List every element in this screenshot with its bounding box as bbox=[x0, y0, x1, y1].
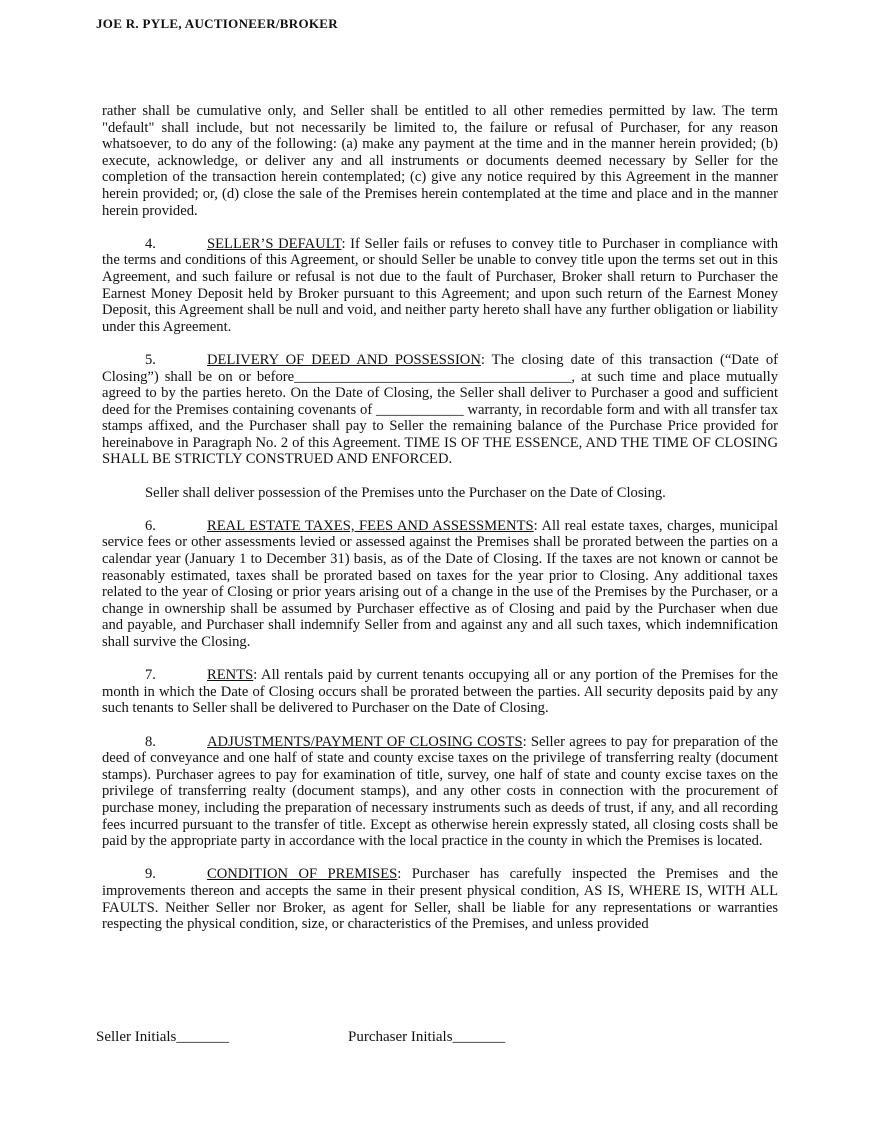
paragraph-possession bbox=[102, 485, 778, 502]
paragraph-number: 5. bbox=[145, 351, 156, 368]
paragraph-text: : All real estate taxes, charges, municipal service fees or other assessments levied or assessed against the Premises shall be prorated between the parties on a calendar year (January 1 to December 31) basis, as of the Date of Closing. If the taxes are not known or cannot be reasonably estimated, taxes shall be prorated based on taxes for the year prior to Closing. Any additional taxes related to the year of Closing or prior years arising out of a change in the use of the Premises by the Purchaser, or a change in ownership shall be assumed by Purchaser effective as of Closing and paid by the Purchaser when due and payable, and Purchaser shall indemnify Seller from and against any and all such taxes, which indemnification shall survive the Closing. bbox=[102, 517, 779, 650]
document-body bbox=[102, 103, 778, 949]
section-heading: CONDITION OF PREMISES bbox=[207, 866, 398, 883]
section-heading: DELIVERY OF DEED AND POSSESSION bbox=[207, 351, 481, 368]
paragraph-9-condition-of-premises bbox=[102, 866, 778, 932]
seller-initials-blank: _______ bbox=[176, 1029, 229, 1045]
paragraph-number: 4. bbox=[145, 235, 156, 252]
paragraph-number: 8. bbox=[145, 733, 156, 750]
paragraph-text: : If Seller fails or refuses to convey title to Purchaser in compliance with the terms and conditions of this Agreement, or should Seller be unable to convey title upon the terms set out in this Agreement, and such failure or refusal is not due to the fault of Purchaser, Broker shall return to Purchaser the Earnest Money Deposit held by Broker pursuant to this Agreement; and upon such return of the Earnest Money Deposit, this Agreement shall be null and void, and neither party hereto shall have any further obligation or liability under this Agreement. bbox=[102, 235, 778, 335]
paragraph-4-sellers-default bbox=[102, 236, 778, 336]
paragraph-text: Seller shall deliver possession of the Premises unto the Purchaser on the Date of Closing. bbox=[145, 484, 666, 501]
paragraph-7-rents bbox=[102, 667, 778, 717]
paragraph-number: 7. bbox=[145, 667, 156, 684]
paragraph-6-real-estate-taxes bbox=[102, 518, 778, 651]
paragraph-text: : All rentals paid by current tenants occupying all or any portion of the Premises for the month in which the Date of Closing occurs shall be prorated between the parties. All security deposits paid by any such tenants to Seller shall be delivered to Purchaser on the Date of Closing. bbox=[102, 667, 778, 717]
paragraph-text: : Purchaser has carefully inspected the Premises and the improvements thereon and accepts the same in their present physical condition, AS IS, WHERE IS, WITH ALL FAULTS. Neither Seller nor Broker, as agent for Seller, shall be liable for any representations or warranties respecting the physical condition, size, or characteristics of the Premises, and unless provided bbox=[102, 866, 778, 933]
paragraph-number: 9. bbox=[145, 866, 156, 883]
section-heading: RENTS bbox=[207, 667, 254, 684]
paragraph-5-delivery-of-deed bbox=[102, 352, 778, 468]
paragraph-number: 6. bbox=[145, 517, 156, 534]
seller-initials bbox=[96, 1029, 229, 1046]
purchaser-initials bbox=[348, 1029, 505, 1046]
paragraph-text: rather shall be cumulative only, and Seller shall be entitled to all other remedies permitted by law. The term "default" shall include, but not necessarily be limited to, the failure or refusal of Purchaser, for any reason whatsoever, to do any of the following: (a) make any payment at the time and in the manner herein provided; (b) execute, acknowledge, or deliver any and all instruments or documents deemed necessary by Seller for the completion of the transaction herein contemplated; (c) give any notice required by this Agreement in the manner herein provided; or, (d) close the sale of the Premises herein contemplated at the time and place and in the manner herein provided. bbox=[102, 103, 778, 219]
section-heading: SELLER’S DEFAULT bbox=[207, 235, 342, 252]
paragraph-text: : The closing date of this transaction (“Date of Closing”) shall be on or before______________________________________, at such time and place mutually agreed to by the parties hereto. On the Date of Closing, the Seller shall deliver to Purchaser a good and sufficient deed for the Premises containing covenants of ____________ warranty, in recordable form and with all transfer tax stamps affixed, and the Purchaser shall pay to Seller the remaining balance of the Purchase Price provided for hereinabove in Paragraph No. 2 of this Agreement. TIME IS OF THE ESSENCE, AND THE TIME OF CLOSING SHALL BE STRICTLY CONSTRUED AND ENFORCED. bbox=[102, 351, 778, 468]
section-heading: REAL ESTATE TAXES, FEES AND ASSESSMENTS bbox=[207, 517, 534, 534]
broker-header-title: JOE R. PYLE, AUCTIONEER/BROKER bbox=[96, 16, 338, 31]
seller-initials-label: Seller Initials bbox=[96, 1029, 177, 1045]
paragraph-8-closing-costs bbox=[102, 734, 778, 850]
purchaser-initials-blank: _______ bbox=[452, 1029, 506, 1045]
purchaser-initials-label: Purchaser Initials bbox=[348, 1029, 453, 1045]
section-heading: ADJUSTMENTS/PAYMENT OF CLOSING COSTS bbox=[207, 733, 523, 750]
paragraph-text: : Seller agrees to pay for preparation of the deed of conveyance and one half of state and county excise taxes on the privilege of transferring realty (document stamps). Purchaser agrees to pay for examination of title, survey, one half of state and county excise taxes on the privilege of transferring realty (document stamps), and any other costs in connection with the procurement of purchase money, including the preparation of necessary instruments such as deeds of trust, if any, and all recording fees incurred pursuant to the transfer of title. Except as otherwise herein expressly stated, all closing costs shall be paid by the appropriate party in accordance with the local practice in the county in which the Premises is located. bbox=[102, 733, 778, 850]
paragraph-default-remedies bbox=[102, 103, 778, 219]
